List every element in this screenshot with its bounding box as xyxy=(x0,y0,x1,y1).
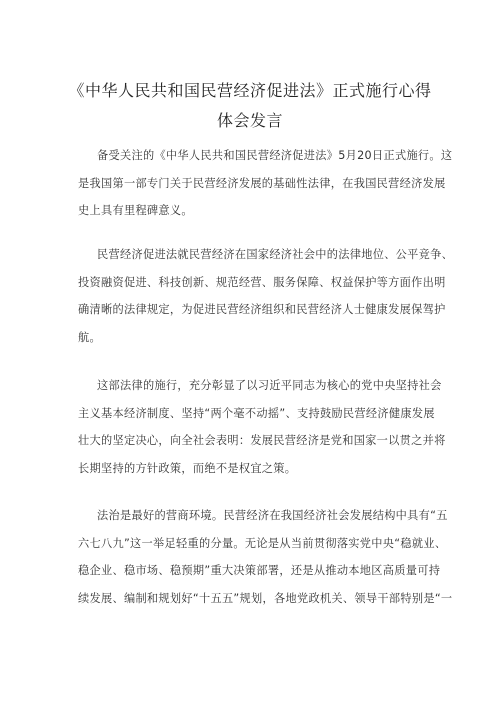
paragraph-line: 航。 xyxy=(78,330,101,344)
paragraph-line: 主义基本经济制度、坚持“两个毫不动摇”、支持鼓励民营经济健康发展 xyxy=(78,406,435,420)
paragraph-line: 投资融资促进、科技创新、规范经营、服务保障、权益保护等方面作出明 xyxy=(78,275,446,289)
paragraph-line: 民营经济促进法就民营经济在国家经济社会中的法律地位、公平竞争、 xyxy=(97,248,454,261)
paragraph-line: 是我国第一部专门关于民营经济发展的基础性法律，在我国民营经济发展 xyxy=(78,176,446,190)
paragraph-line: 备受关注的《中华人民共和国民营经济促进法》5月20日正式施行。这 xyxy=(97,149,453,162)
paragraph-line: 法治是最好的营商环境。民营经济在我国经济社会发展结构中具有“五 xyxy=(97,509,448,522)
paragraph-line: 史上具有里程碑意义。 xyxy=(78,204,193,217)
document-title-line-1: 《中华人民共和国民营经济促进法》正式施行心得 xyxy=(68,81,432,100)
paragraph-2 xyxy=(78,241,454,351)
paragraph-1 xyxy=(78,142,453,225)
paragraph-line: 壮大的坚定决心，向全社会表明：发展民营经济是党和国家一以贯之并将 xyxy=(78,434,446,447)
paragraph-line: 稳企业、稳市场、稳预期”重大决策部署，还是从推动本地区高质量可持 xyxy=(78,564,441,577)
paragraph-line: 续发展、编制和规划好“十五五”规划，各地党政机关、领导干部特别是“一 xyxy=(78,591,453,605)
document-title-line-2: 体会发言 xyxy=(216,111,283,130)
paragraph-line: 六七八九”这一举足轻重的分量。无论是从当前贯彻落实党中央“稳就业、 xyxy=(78,536,447,550)
paragraph-line: 长期坚持的方针政策，而绝不是权宜之策。 xyxy=(78,461,297,475)
paragraph-4 xyxy=(78,502,453,612)
paragraph-line: 确清晰的法律规定，为促进民营经济组织和民营经济人士健康发展保驾护 xyxy=(78,303,446,316)
paragraph-line: 这部法律的施行，充分彰显了以习近平同志为核心的党中央坚持社会 xyxy=(97,379,442,392)
paragraph-3 xyxy=(78,372,446,482)
